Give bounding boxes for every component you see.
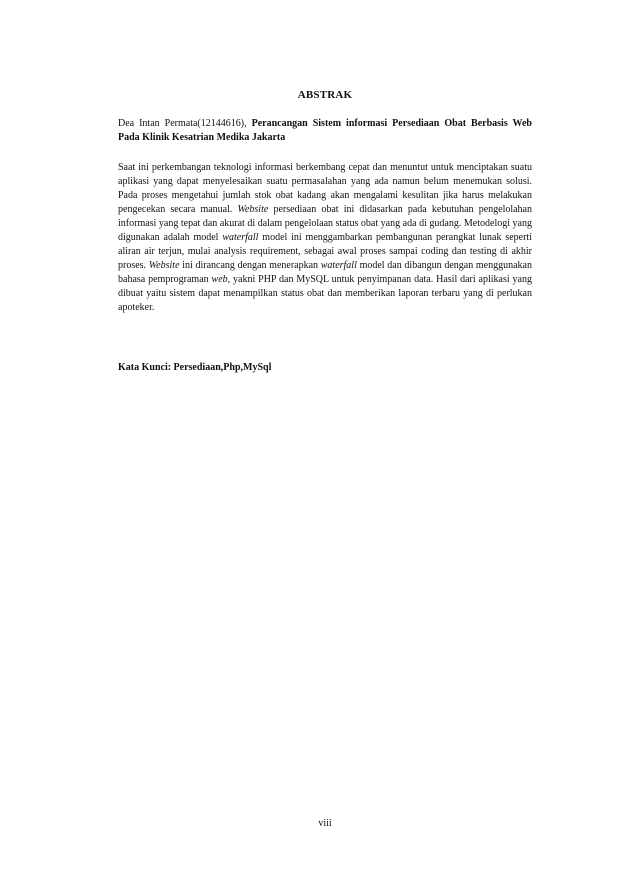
paragraph-segment-italic: waterfall: [222, 232, 259, 244]
paragraph-segment: persediaan obat ini didasarkan pada kebutuhan pengelolahan informasi yang tepat dan akurat di dalam pengelolaan status obat yang ada di gudang. Metodelogi yang digunakan adalah model: [118, 204, 532, 244]
paragraph-segment-italic: web: [211, 274, 228, 286]
thesis-title: Perancangan Sistem informasi Persediaan Obat Berbasis Web Pada Klinik Kesatrian Medika Jakarta: [118, 118, 532, 143]
abstract-heading: ABSTRAK: [297, 89, 353, 101]
paragraph-segment-italic: Website: [237, 204, 269, 216]
page-number: viii: [318, 818, 332, 829]
paragraph-segment-italic: Website: [148, 260, 180, 272]
abstract-paragraph: [118, 161, 532, 316]
paragraph-segment: model dan dibangun dengan menggunakan bahasa pemprograman: [118, 260, 532, 286]
author-title-block: [118, 117, 532, 145]
paragraph-segment-italic: waterfall: [320, 260, 357, 272]
paragraph-segment: Saat ini perkembangan teknologi informasi berkembang cepat dan menuntut untuk menciptakan suatu aplikasi yang dapat menyelesaikan suatu permasalahan yang ada namun belum menemukan solusi. Pada proses mengetahui jumlah stok obat kadang akan mengalami kesulitan jika harus melakukan pengecekan secara manual.: [118, 162, 532, 216]
author-name: Dea Intan Permata(12144616),: [118, 118, 252, 129]
paragraph-segment: , yakni PHP dan MySQL untuk penyimpanan data. Hasil dari aplikasi yang dibuat yaitu sistem dapat menampilkan status obat dan memberikan laporan terbaru yang di perlukan apoteker.: [118, 274, 532, 314]
paragraph-segment: ini dirancang dengan menerapkan: [179, 260, 321, 272]
keywords-line: Kata Kunci: Persediaan,Php,MySql: [118, 362, 272, 373]
paragraph-segment: model ini menggambarkan pembangunan perangkat lunak seperti aliran air terjun, mulai analysis requirement, sebagai awal proses sampai coding dan testing di akhir proses.: [118, 232, 532, 272]
